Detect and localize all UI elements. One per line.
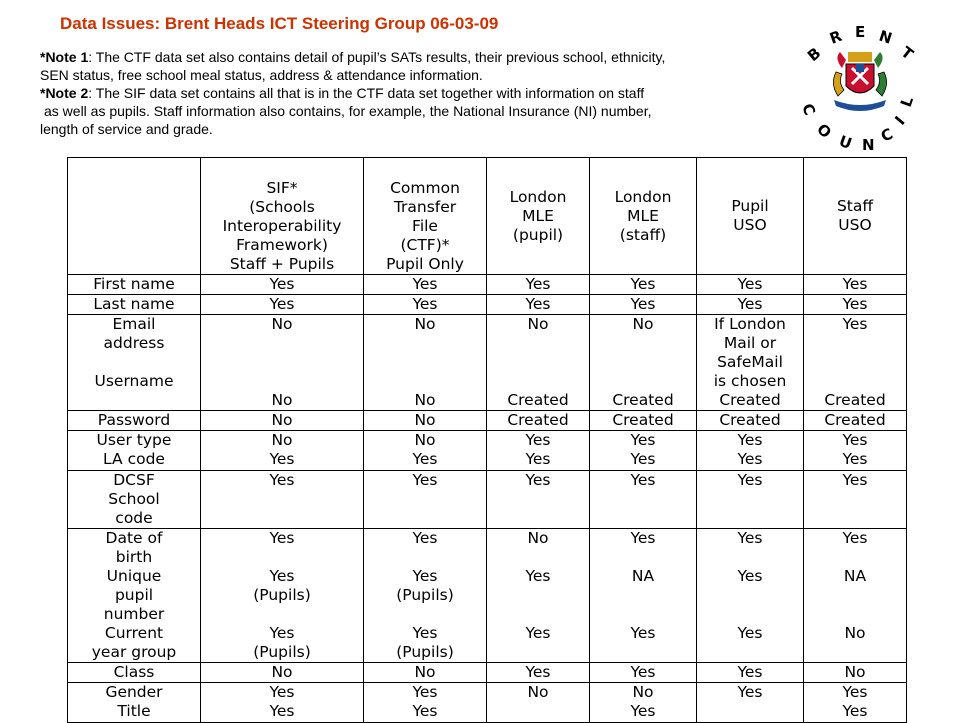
table-row <box>68 295 907 315</box>
table-row <box>68 683 907 723</box>
cell-line: Yes <box>269 450 295 468</box>
table-cell <box>804 683 907 723</box>
table-cell: Created <box>590 411 697 431</box>
header-cell-staff-uso <box>804 158 907 275</box>
cell-line: No <box>527 315 549 333</box>
table-cell <box>364 683 487 723</box>
table-row <box>68 471 907 529</box>
note-1 <box>40 48 780 66</box>
table-cell: Yes <box>697 663 804 683</box>
table-header-row <box>68 158 907 275</box>
cell-line: NA <box>843 567 867 585</box>
table-cell <box>487 315 590 411</box>
header-cell-mle-pupil <box>487 158 590 275</box>
header-line: (pupil) <box>512 225 564 244</box>
table-cell: Yes <box>201 295 364 315</box>
cell-line: is chosen <box>713 372 787 390</box>
cell-line: No <box>414 431 436 449</box>
header-line: (staff) <box>619 225 667 244</box>
cell-line: No <box>527 683 549 701</box>
cell-line: Yes <box>412 683 438 701</box>
table-cell <box>487 431 590 471</box>
cell-line: Yes <box>630 529 656 547</box>
cell-line: No <box>632 315 654 333</box>
note-2-label: *Note 2 <box>40 85 89 101</box>
table-cell: Created <box>487 411 590 431</box>
table-cell: No <box>201 663 364 683</box>
cell-line: Yes <box>525 624 551 642</box>
table-cell <box>364 315 487 411</box>
table-cell <box>590 315 697 411</box>
table-row <box>68 315 907 411</box>
cell-line: Yes <box>525 431 551 449</box>
cell-line: Yes <box>842 431 868 449</box>
table-cell: Yes <box>487 471 590 529</box>
table-cell: Yes <box>364 275 487 295</box>
header-cell-pupil-uso <box>697 158 804 275</box>
row-label <box>68 315 201 411</box>
header-line: Framework) <box>236 236 328 254</box>
table-cell: Yes <box>487 275 590 295</box>
cell-line: User type <box>96 431 172 449</box>
cell-line: Yes <box>842 683 868 701</box>
cell-line: code <box>115 509 153 527</box>
row-label <box>68 529 201 663</box>
table-cell: Yes <box>590 663 697 683</box>
cell-line: Current <box>104 624 164 642</box>
cell-line: Gender <box>105 683 163 701</box>
cell-line: Yes <box>269 702 295 720</box>
header-line: Common <box>390 179 460 197</box>
cell-line: No <box>632 683 654 701</box>
header-line: London <box>614 187 672 206</box>
cell-line: No <box>527 529 549 547</box>
table-cell: Yes <box>364 295 487 315</box>
row-label <box>68 471 201 529</box>
table-row <box>68 431 907 471</box>
cell-line: year group <box>91 643 177 661</box>
table-cell <box>487 683 590 723</box>
table-cell <box>697 683 804 723</box>
table-cell: Yes <box>697 275 804 295</box>
table-cell <box>804 315 907 411</box>
table-cell <box>201 431 364 471</box>
note-2-text-cont-2: length of service and grade. <box>40 121 213 137</box>
note-2 <box>40 84 780 102</box>
cell-line: Yes <box>412 450 438 468</box>
table-cell: No <box>804 663 907 683</box>
cell-line: LA code <box>103 450 165 468</box>
header-line: (Schools <box>249 198 315 216</box>
svg-text:N: N <box>862 136 875 154</box>
cell-line: Username <box>94 372 174 390</box>
note-2-text: : The SIF data set contains all that is in the CTF data set together with information on staff <box>88 85 645 101</box>
header-line: Pupil <box>731 197 769 215</box>
table-cell <box>364 529 487 663</box>
header-line: MLE <box>627 206 659 225</box>
table-cell: Created <box>804 411 907 431</box>
header-line: SIF* <box>266 179 298 197</box>
table-cell <box>697 315 804 411</box>
header-line: File <box>412 217 438 235</box>
table-cell: Yes <box>201 275 364 295</box>
cell-line: Yes <box>269 683 295 701</box>
table-cell: No <box>364 663 487 683</box>
row-label: First name <box>68 275 201 295</box>
cell-line: (Pupils) <box>253 586 311 604</box>
table-row <box>68 275 907 295</box>
header-cell-ctf <box>364 158 487 275</box>
table-cell: Yes <box>364 471 487 529</box>
table-cell <box>590 529 697 663</box>
note-2-text-cont: as well as pupils. Staff information also contains, for example, the National Insurance (NI) number, <box>44 103 652 119</box>
table-cell: Yes <box>201 471 364 529</box>
data-issues-table <box>67 157 907 723</box>
table-cell <box>201 315 364 411</box>
svg-text:B: B <box>804 43 825 66</box>
row-label: Password <box>68 411 201 431</box>
table-cell: Yes <box>590 295 697 315</box>
header-line: Staff <box>836 197 874 215</box>
cell-line: (Pupils) <box>396 643 454 661</box>
cell-line: DCSF <box>113 471 155 489</box>
cell-line: Yes <box>525 567 551 585</box>
table-cell: Yes <box>804 275 907 295</box>
row-label: Last name <box>68 295 201 315</box>
cell-line: Created <box>824 391 886 409</box>
cell-line: Yes <box>630 702 656 720</box>
table-cell <box>804 431 907 471</box>
header-line: MLE <box>522 206 554 225</box>
table-cell <box>201 683 364 723</box>
cell-line: Yes <box>737 529 763 547</box>
table-cell: Yes <box>590 471 697 529</box>
cell-line: SafeMail <box>717 353 783 371</box>
header-line: USO <box>733 216 767 234</box>
cell-line: School <box>108 490 160 508</box>
cell-line: Yes <box>269 624 295 642</box>
cell-line: Created <box>612 391 674 409</box>
note-1-label: *Note 1 <box>40 49 89 65</box>
row-label: Class <box>68 663 201 683</box>
table-cell: Created <box>697 411 804 431</box>
cell-line: (Pupils) <box>396 586 454 604</box>
header-line: Transfer <box>393 198 457 216</box>
cell-line: Title <box>117 702 151 720</box>
svg-text:C: C <box>798 101 819 118</box>
note-1-text: : The CTF data set also contains detail of pupil’s SATs results, their previous school, ethnicity, <box>88 49 666 65</box>
table-cell <box>804 529 907 663</box>
cell-line: Yes <box>525 450 551 468</box>
cell-line: birth <box>115 548 153 566</box>
cell-line: Mail or <box>723 334 777 352</box>
cell-line: No <box>271 431 293 449</box>
cell-line: Unique <box>106 567 162 585</box>
cell-line: Yes <box>842 529 868 547</box>
cell-line: Yes <box>630 624 656 642</box>
cell-line: No <box>414 391 436 409</box>
header-line: London <box>509 187 567 206</box>
table-cell <box>697 529 804 663</box>
cell-line: Yes <box>842 315 868 333</box>
cell-line: Yes <box>737 624 763 642</box>
cell-line: number <box>103 605 165 623</box>
cell-line: No <box>844 624 866 642</box>
table-cell <box>590 431 697 471</box>
cell-line: If London <box>714 315 786 333</box>
header-line: Interoperability <box>222 217 342 235</box>
cell-line: Yes <box>412 567 438 585</box>
note-1-text-cont: SEN status, free school meal status, address & attendance information. <box>40 67 483 83</box>
cell-line: pupil <box>114 586 154 604</box>
header-cell-sif <box>201 158 364 275</box>
table-cell <box>590 683 697 723</box>
cell-line: Yes <box>737 683 763 701</box>
cell-line: No <box>271 391 293 409</box>
header-line: Pupil Only <box>386 255 464 273</box>
table-cell: Yes <box>804 295 907 315</box>
cell-line: Created <box>719 391 781 409</box>
table-cell <box>697 431 804 471</box>
table-cell: Yes <box>487 295 590 315</box>
table-cell: Yes <box>804 471 907 529</box>
cell-line: Yes <box>737 567 763 585</box>
cell-line: address <box>103 334 165 352</box>
svg-text:I: I <box>891 112 909 129</box>
page-title: Data Issues: Brent Heads ICT Steering Group 06-03-09 <box>60 14 499 33</box>
table-cell <box>487 529 590 663</box>
cell-line: Yes <box>842 450 868 468</box>
cell-line: Yes <box>412 529 438 547</box>
header-line: (CTF)* <box>400 236 450 254</box>
table-cell: Yes <box>590 275 697 295</box>
cell-line: Date of <box>105 529 163 547</box>
cell-line: Yes <box>269 567 295 585</box>
table-cell: Yes <box>697 295 804 315</box>
cell-line: NA <box>631 567 655 585</box>
header-cell-empty <box>68 158 201 275</box>
svg-text:C: C <box>878 124 896 146</box>
coat-of-arms <box>833 52 886 111</box>
cell-line: Yes <box>630 450 656 468</box>
table-cell: No <box>364 411 487 431</box>
header-line: Staff + Pupils <box>229 255 335 273</box>
header-line: USO <box>838 216 872 234</box>
notes-block <box>40 48 780 138</box>
table-row <box>68 411 907 431</box>
cell-line: Yes <box>737 450 763 468</box>
svg-text:E: E <box>855 23 866 41</box>
header-cell-mle-staff <box>590 158 697 275</box>
brent-council-logo <box>780 12 940 162</box>
svg-text:U: U <box>836 131 855 153</box>
row-label <box>68 431 201 471</box>
table-cell: No <box>201 411 364 431</box>
svg-text:N: N <box>876 26 895 48</box>
cell-line: Created <box>507 391 569 409</box>
cell-line: No <box>271 315 293 333</box>
svg-text:L: L <box>896 94 918 110</box>
svg-text:T: T <box>897 42 917 64</box>
table-cell: Yes <box>697 471 804 529</box>
table-cell <box>201 529 364 663</box>
table-row <box>68 529 907 663</box>
cell-line: No <box>414 315 436 333</box>
table-cell: Yes <box>487 663 590 683</box>
table-row <box>68 663 907 683</box>
cell-line: Yes <box>842 702 868 720</box>
cell-line: Yes <box>630 431 656 449</box>
cell-line: Yes <box>412 624 438 642</box>
cell-line: Email <box>112 315 156 333</box>
row-label <box>68 683 201 723</box>
svg-text:R: R <box>827 26 845 48</box>
cell-line: Yes <box>737 431 763 449</box>
table-cell <box>364 431 487 471</box>
cell-line: Yes <box>269 529 295 547</box>
svg-text:O: O <box>813 120 835 142</box>
cell-line: Yes <box>412 702 438 720</box>
cell-line: (Pupils) <box>253 643 311 661</box>
